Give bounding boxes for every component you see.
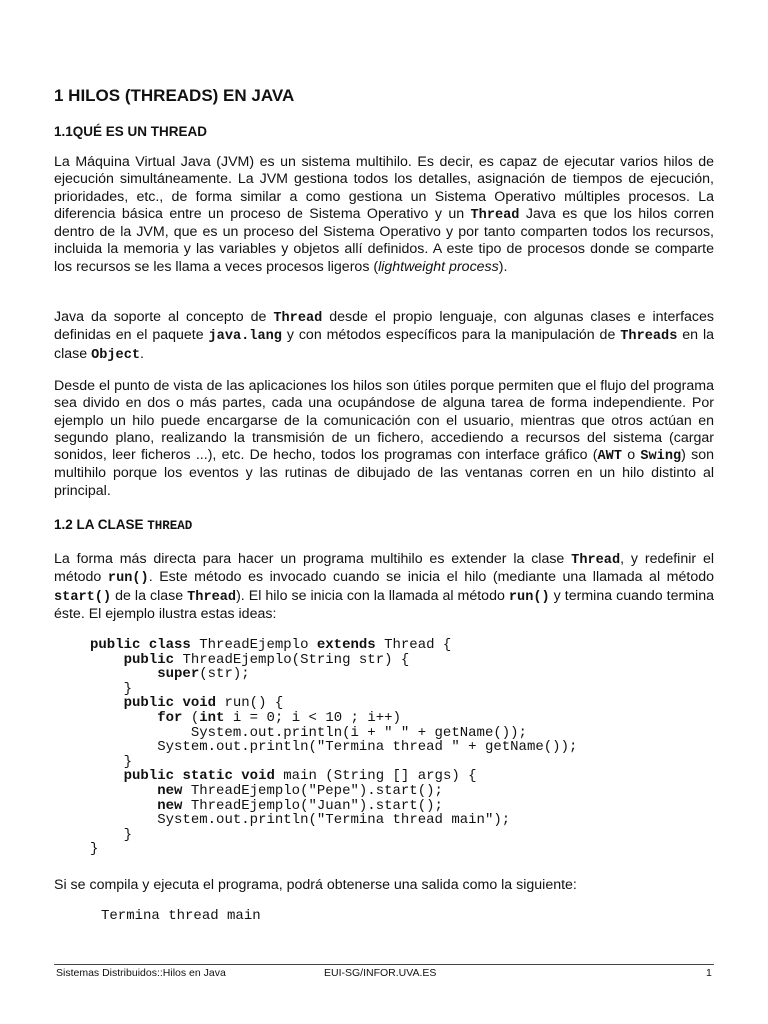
paragraph-text: de la clase xyxy=(111,587,188,604)
paragraph-text: ). xyxy=(498,258,508,275)
code-line: public class ThreadEjemplo extends Thread { xyxy=(90,637,452,653)
footer-institution: EUI-SG/INFOR.UVA.ES xyxy=(324,967,437,979)
code-line: public void run() { xyxy=(123,695,284,712)
inline-code: Thread xyxy=(571,553,621,568)
paragraph-text: y termina cuando termina éste. El ejemplo ilustra estas ideas: xyxy=(54,587,714,622)
inline-code: Thread xyxy=(273,311,323,326)
code-block xyxy=(90,638,577,857)
inline-code: Swing xyxy=(640,449,682,465)
paragraph-text: y con métodos específicos para la manipulación de xyxy=(281,327,621,344)
code-line: } xyxy=(90,680,133,697)
inline-code: AWT xyxy=(597,449,622,465)
paragraph-text: La forma más directa para hacer un programa multihilo es extender la clase xyxy=(54,551,572,567)
paragraph-text: Java es que los hilos corren dentro de la JVM, que es un proceso del Sistema Operativo y por tanto comparten todos los recursos, incluida la memoria y las variables y objetos allí definidos. A este tipo de procesos donde se comparte los recursos se les llama a veces procesos ligeros ( xyxy=(54,205,715,275)
inline-code: run() xyxy=(107,571,149,587)
heading-text: 1.2 LA CLASE xyxy=(54,517,148,532)
inline-code: java.lang xyxy=(208,329,282,345)
code-line: public ThreadEjemplo(String str) { xyxy=(123,651,410,668)
inline-code: Threads xyxy=(620,329,678,345)
inline-code: Object xyxy=(91,347,141,363)
code-line: System.out.println("Termina thread " + getName()); xyxy=(157,739,578,756)
paragraph-text: , y redefinir el método xyxy=(54,551,714,586)
code-line: new ThreadEjemplo("Pepe").start(); xyxy=(157,782,443,799)
code-line: System.out.println(i + " " + getName()); xyxy=(190,724,527,741)
paragraph-clase-thread xyxy=(54,551,714,623)
paragraph-text: en la clase xyxy=(54,327,714,362)
footer-course: Sistemas Distribuidos::Hilos en Java xyxy=(56,967,226,979)
emphasis-text: lightweight process xyxy=(378,258,499,275)
paragraph-salida: Si se compila y ejecuta el programa, podrá obtenerse una salida como la siguiente: xyxy=(54,877,577,893)
paragraph-text: . Este método es invocado cuando se inicia el hilo (mediante una llamada al método xyxy=(148,569,714,586)
program-output: Termina thread main xyxy=(101,908,261,924)
paragraph-text: o xyxy=(622,447,641,464)
footer-page-number: 1 xyxy=(706,967,712,979)
paragraph-text: desde el propio lenguaje, con algunas clases e interfaces definidas en el paquete xyxy=(54,309,714,344)
code-line: public static void main (String [] args) { xyxy=(123,768,477,785)
section-heading-1-2 xyxy=(54,516,192,535)
paragraph-text: ). El hilo se inicia con la llamada al método xyxy=(236,587,509,604)
code-line: } xyxy=(90,826,133,843)
page-title: 1 HILOS (THREADS) EN JAVA xyxy=(54,86,295,105)
code-line: super(str); xyxy=(157,666,250,683)
paragraph-text: La Máquina Virtual Java (JVM) es un sistema multihilo. Es decir, es capaz de ejecutar varios hilos de ejecución simultáneamente. La JVM gestiona todos los detalles, asignación de tiempos de ejecución, prioridades, etc., de forma similar a como gestiona un Sistema Operativo múltiples procesos. La diferencia básica entre un proceso de Sistema Operativo y un xyxy=(54,154,714,222)
code-line: } xyxy=(90,753,133,770)
code-line: new ThreadEjemplo("Juan").start(); xyxy=(157,797,443,814)
code-line: for (int i = 0; i < 10 ; i++) xyxy=(157,709,401,726)
paragraph-jvm-multihilo xyxy=(54,154,714,276)
section-heading-1-1: 1.1QUÉ ES UN THREAD xyxy=(54,124,208,139)
paragraph-soporte-java xyxy=(54,309,714,364)
paragraph-text: Desde el punto de vista de las aplicaciones los hilos son útiles porque permiten que el flujo del programa sea divido en dos o más partes, cada una ocupándose de alguna tarea de forma independiente. Por ejemplo un hilo puede encargarse de la comunicación con el usuario, mientras que otros actúan en segundo plano, realizando la transmisión de un fichero, accediendo a recursos del sistema (cargar sonidos, leer ficheros ...), etc. De hecho, todos los programas con interface gráfico ( xyxy=(54,378,714,464)
code-line: System.out.println("Termina thread main"); xyxy=(157,812,511,829)
paragraph-text: ) son multihilo porque los eventos y las rutinas de dibujado de las ventanas corren en un hilo distinto al principal. xyxy=(54,447,714,499)
paragraph-text: Java da soporte al concepto de xyxy=(54,309,274,325)
paragraph-utilidad-hilos xyxy=(54,378,714,500)
inline-code: run() xyxy=(508,589,550,605)
heading-code: THREAD xyxy=(147,519,193,533)
inline-code: Thread xyxy=(470,207,520,223)
paragraph-text: . xyxy=(140,345,144,362)
code-line: } xyxy=(90,841,99,858)
inline-code: start() xyxy=(54,589,112,605)
inline-code: Thread xyxy=(187,589,237,605)
footer-divider xyxy=(54,964,714,965)
